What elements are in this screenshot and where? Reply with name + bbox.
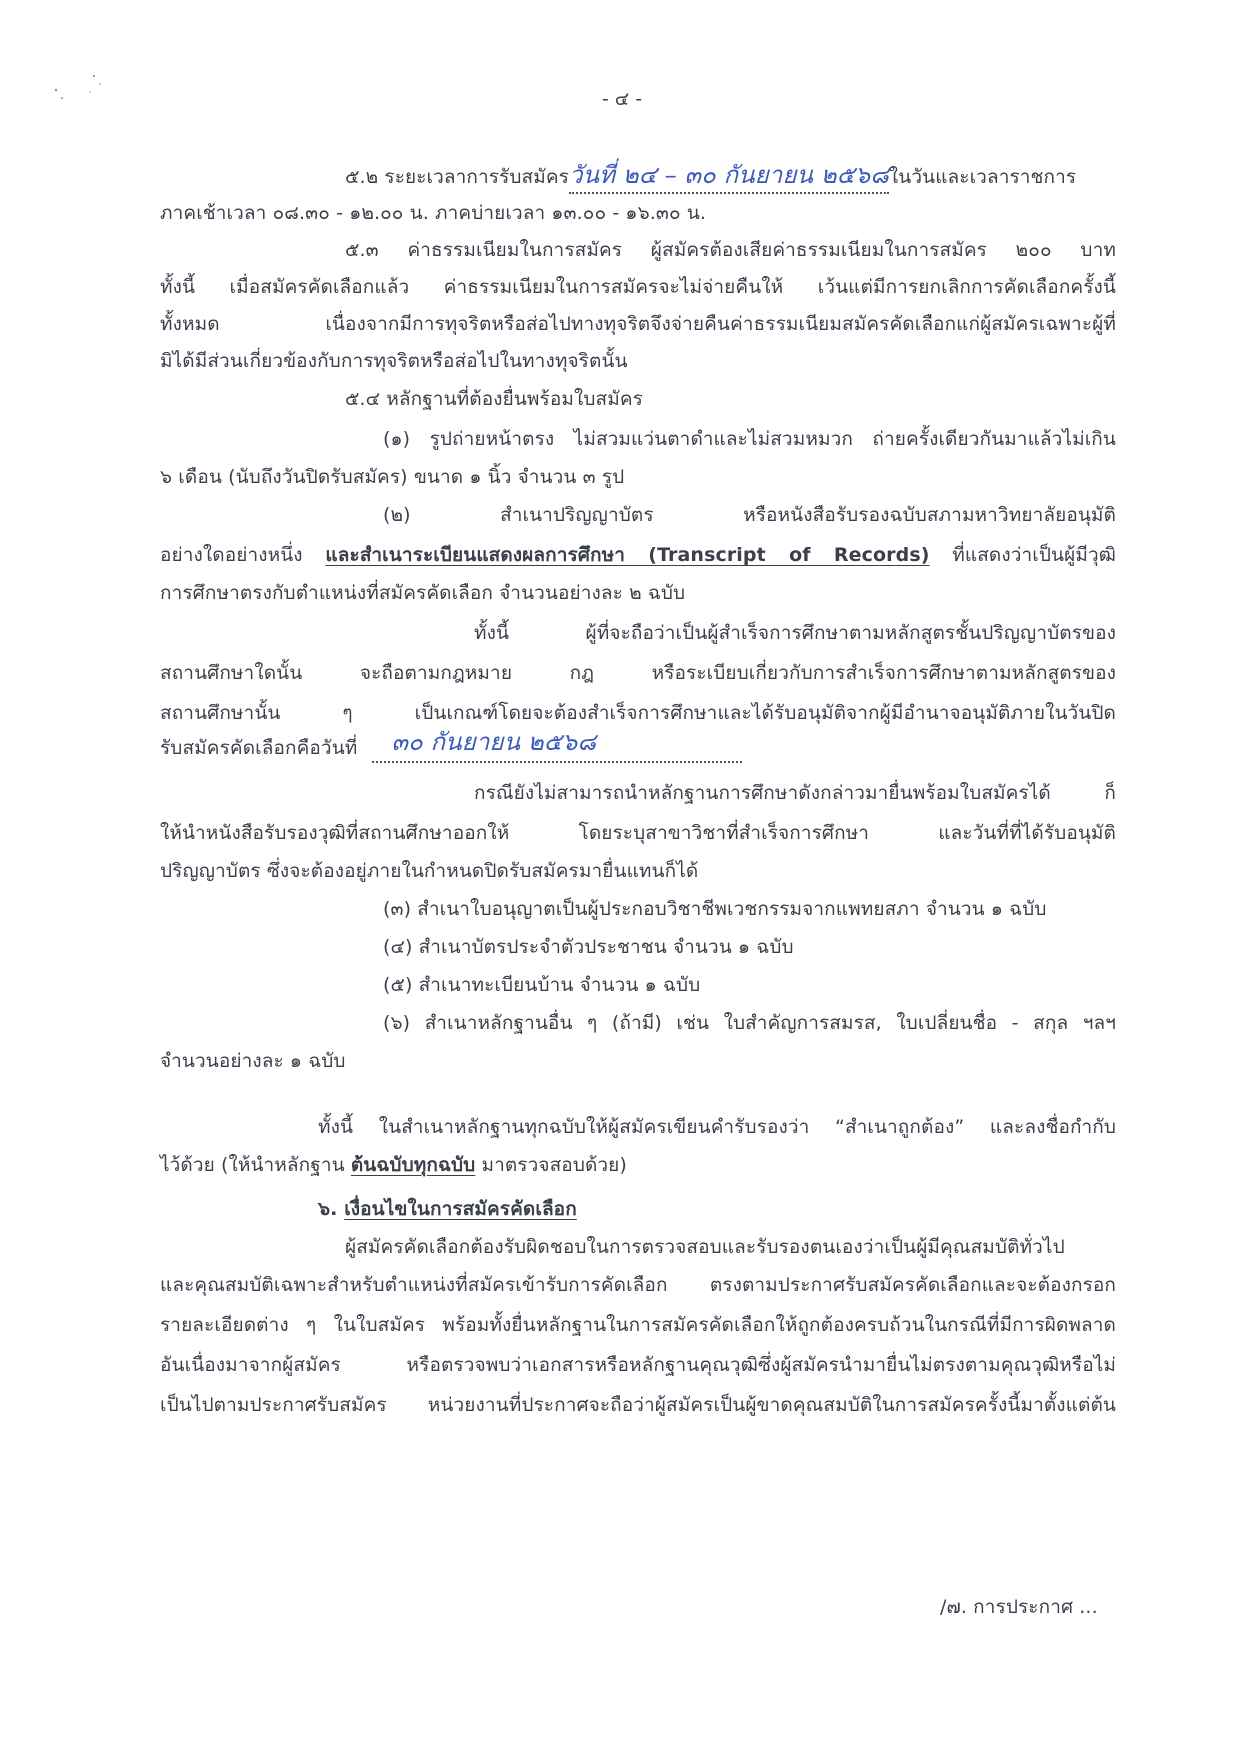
paragraph-1-line-3: สถานศึกษานั้น ๆ เป็นเกณฑ์โดยจะต้องสำเร็จการศึกษาและได้รับอนุมัติจากผู้มีอำนาจอนุมัติภายในวันปิด: [160, 702, 1116, 724]
item-2-transcript-emphasis: และสำเนาระเบียนแสดงผลการศึกษา (Transcript of Records): [325, 544, 930, 566]
section-6-line-1: ผู้สมัครคัดเลือกต้องรับผิดชอบในการตรวจสอบและรับรองตนเองว่าเป็นผู้มีคุณสมบัติทั่วไป: [345, 1236, 1065, 1258]
handwritten-closing-date: ๓๐ กันยายน ๒๕๖๘: [391, 728, 596, 756]
paragraph-2-line-2: ให้นำหนังสือรับรองวุฒิที่สถานศึกษาออกให้ โดยระบุสาขาวิชาที่สำเร็จการศึกษา และวันที่ที่ได้รับอนุมัติ: [160, 822, 1116, 844]
section-5-2-line-1: [345, 160, 1076, 194]
page-number: - ๔ -: [601, 88, 643, 110]
item-4: (๔) สำเนาบัตรประจำตัวประชาชน จำนวน ๑ ฉบับ: [383, 936, 794, 958]
paragraph-2-line-1: กรณียังไม่สามารถนำหลักฐานการศึกษาดังกล่าวมายื่นพร้อมใบสมัครได้ ก็: [474, 782, 1116, 804]
note-text-a: ไว้ด้วย (ให้นำหลักฐาน: [160, 1154, 345, 1176]
item-5: (๕) สำเนาทะเบียนบ้าน จำนวน ๑ ฉบับ: [383, 974, 701, 996]
section-6-line-2: และคุณสมบัติเฉพาะสำหรับตำแหน่งที่สมัครเข้ารับการคัดเลือก ตรงตามประกาศรับสมัครคัดเลือกและจะต้องกรอก: [160, 1274, 1116, 1296]
section-5-3-line-1: ๕.๓ ค่าธรรมเนียมในการสมัคร ผู้สมัครต้องเสียค่าธรรมเนียมในการสมัคร ๒๐๐ บาท: [345, 239, 1116, 261]
section-5-2-label: ๕.๒ ระยะเวลาการรับสมัคร: [345, 166, 569, 188]
section-5-3-line-2: ทั้งนี้ เมื่อสมัครคัดเลือกแล้ว ค่าธรรมเนียมในการสมัครจะไม่จ่ายคืนให้ เว้นแต่มีการยกเลิกการคัดเลือกครั้งนี้: [160, 276, 1116, 298]
note-original-documents-emphasis: ต้นฉบับทุกฉบับ: [350, 1154, 476, 1176]
section-5-3-line-3: ทั้งหมด เนื่องจากมีการทุจริตหรือส่อไปทางทุจริตจึงจ่ายคืนค่าธรรมเนียมสมัครคัดเลือกแก่ผู้สมัครเฉพาะผู้ที่: [160, 313, 1116, 335]
note-line-1: ทั้งนี้ ในสำเนาหลักฐานทุกฉบับให้ผู้สมัครเขียนคำรับรองว่า “สำเนาถูกต้อง” และลงชื่อกำกับ: [318, 1116, 1116, 1138]
item-2-text-c: ที่แสดงว่าเป็นผู้มีวุฒิ: [952, 544, 1117, 566]
item-2-line-2: [160, 540, 1116, 570]
section-6-line-4: อันเนื่องมาจากผู้สมัคร หรือตรวจพบว่าเอกสารหรือหลักฐานคุณวุฒิซึ่งผู้สมัครนำมายื่นไม่ตรงตามคุณวุฒิหรือไม่: [160, 1354, 1116, 1376]
section-6-line-5: เป็นไปตามประกาศรับสมัคร หน่วยงานที่ประกาศจะถือว่าผู้สมัครเป็นผู้ขาดคุณสมบัติในการสมัครครั้งนี้มาตั้งแต่ต้น: [160, 1394, 1116, 1416]
paragraph-2-line-3: ปริญญาบัตร ซึ่งจะต้องอยู่ภายในกำหนดปิดรับสมัครมายื่นแทนก็ได้: [160, 860, 699, 882]
item-2-text-a: อย่างใดอย่างหนึ่ง: [160, 544, 303, 566]
item-2-line-3: การศึกษาตรงกับตำแหน่งที่สมัครคัดเลือก จำนวนอย่างละ ๒ ฉบับ: [160, 582, 686, 604]
section-5-3-line-4: มิได้มีส่วนเกี่ยวข้องกับการทุจริตหรือส่อไปในทางทุจริตนั้น: [160, 350, 628, 372]
note-text-c: มาตรวจสอบด้วย): [481, 1154, 627, 1176]
item-2-line-1: (๒) สำเนาปริญญาบัตร หรือหนังสือรับรองฉบับสภามหาวิทยาลัยอนุมัติ: [383, 504, 1116, 526]
item-6-line-1: (๖) สำเนาหลักฐานอื่น ๆ (ถ้ามี) เช่น ใบสำคัญการสมรส, ใบเปลี่ยนชื่อ - สกุล ฯลฯ: [383, 1012, 1116, 1034]
closing-date-label: รับสมัครคัดเลือกคือวันที่: [160, 737, 358, 759]
section-5-2-line-2: ภาคเช้าเวลา ๐๘.๓๐ - ๑๒.๐๐ น. ภาคบ่ายเวลา ๑๓.๐๐ - ๑๖.๓๐ น.: [160, 202, 707, 224]
note-line-2: [160, 1150, 627, 1180]
item-1-line-1: (๑) รูปถ่ายหน้าตรง ไม่สวมแว่นตาดำและไม่สวมหมวก ถ่ายครั้งเดียวกันมาแล้วไม่เกิน: [383, 428, 1116, 450]
section-6-heading: [318, 1194, 577, 1224]
item-1-line-2: ๖ เดือน (นับถึงวันปิดรับสมัคร) ขนาด ๑ นิ้ว จำนวน ๓ รูป: [160, 466, 625, 488]
section-5-4-heading: ๕.๔ หลักฐานที่ต้องยื่นพร้อมใบสมัคร: [345, 388, 643, 410]
handwritten-date-range: วันที่ ๒๔ – ๓๐ กันยายน ๒๕๖๘: [569, 161, 889, 189]
continuation-note: /๗. การประกาศ ...: [940, 1596, 1098, 1618]
section-6-title: เงื่อนไขในการสมัครคัดเลือก: [344, 1198, 577, 1220]
section-6-number: ๖.: [318, 1198, 338, 1220]
item-3: (๓) สำเนาใบอนุญาตเป็นผู้ประกอบวิชาชีพเวชกรรมจากแพทยสภา จำนวน ๑ ฉบับ: [383, 898, 1047, 920]
paragraph-1-line-4: [160, 728, 742, 763]
item-6-line-2: จำนวนอย่างละ ๑ ฉบับ: [160, 1050, 346, 1072]
section-5-2-tail: ในวันและเวลาราชการ: [888, 166, 1077, 188]
paragraph-1-line-2: สถานศึกษาใดนั้น จะถือตามกฎหมาย กฎ หรือระเบียบเกี่ยวกับการสำเร็จการศึกษาตามหลักสูตรของ: [160, 662, 1116, 684]
paragraph-1-line-1: ทั้งนี้ ผู้ที่จะถือว่าเป็นผู้สำเร็จการศึกษาตามหลักสูตรชั้นปริญญาบัตรของ: [474, 622, 1116, 644]
section-6-line-3: รายละเอียดต่าง ๆ ในใบสมัคร พร้อมทั้งยื่นหลักฐานในการสมัครคัดเลือกให้ถูกต้องครบถ้วนในกรณีที่มีการผิดพลาด: [160, 1314, 1116, 1336]
